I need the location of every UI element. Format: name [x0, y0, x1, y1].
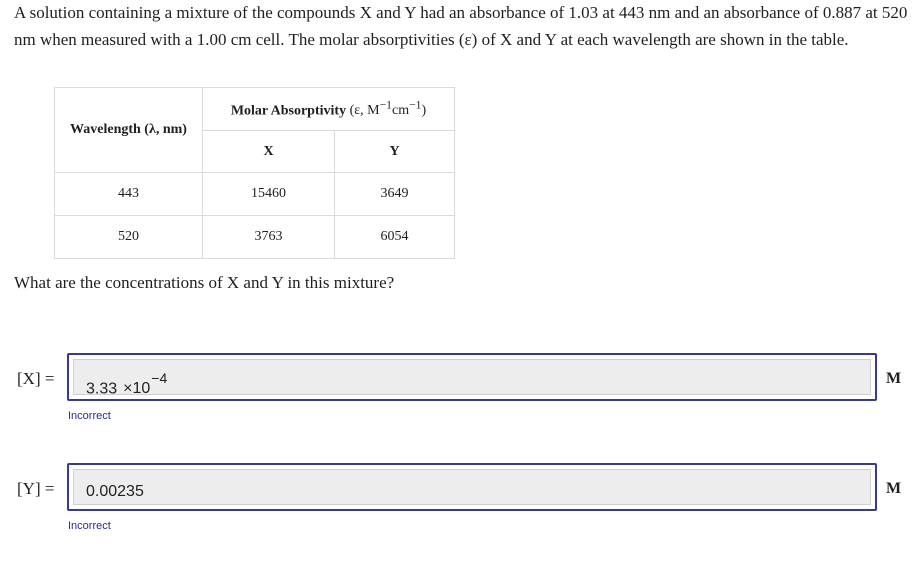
answer-row-x: [0, 353, 922, 422]
absorptivity-header-text: Molar Absorptivity: [230, 103, 347, 119]
y-concentration-label: [Y] =: [17, 479, 55, 498]
question-text: What are the concentrations of X and Y in this mixture?: [14, 273, 395, 292]
y-concentration-field[interactable]: [67, 463, 877, 511]
x-unit-label: M: [886, 370, 902, 387]
y-concentration-value: 0.00235: [86, 483, 144, 500]
answer-row-y: [0, 463, 922, 532]
units-close: ): [421, 103, 427, 119]
y-concentration-input[interactable]: [73, 469, 871, 505]
y-feedback: Incorrect: [68, 520, 111, 532]
x-exponent: −4: [151, 370, 168, 386]
wavelength-cell: 443: [55, 173, 203, 216]
wavelength-cell: 520: [55, 216, 203, 259]
wavelength-header: Wavelength (λ, nm): [55, 88, 203, 173]
absorptivity-header-units: [349, 98, 427, 119]
units-cm: cm: [391, 103, 410, 119]
table-row: [55, 216, 455, 259]
x-concentration-label: [X] =: [17, 369, 55, 388]
units-prefix: (ε, M: [349, 103, 380, 119]
units-exponent-1: −1: [379, 98, 392, 112]
y-absorptivity-cell: 6054: [335, 216, 455, 259]
x-times-ten: ×10: [123, 380, 151, 398]
absorptivity-header: [203, 88, 455, 131]
units-exponent-2: −1: [409, 98, 422, 112]
x-concentration-field[interactable]: [67, 353, 877, 401]
y-absorptivity-cell: 3649: [335, 173, 455, 216]
absorptivity-table: [54, 87, 455, 259]
y-unit-label: M: [886, 480, 902, 497]
table-row: [55, 173, 455, 216]
x-concentration-value: [86, 372, 167, 399]
x-mantissa: 3.33: [86, 380, 118, 398]
problem-statement: A solution containing a mixture of the compounds X and Y had an absorbance of 1.03 at 443 nm and an absorbance of 0.887 at 520 nm when measured with a 1.00 cm cell. The molar absorptivities (ε) of X and Y at each wavelength are shown in the table.: [14, 3, 908, 49]
x-feedback: Incorrect: [68, 410, 111, 422]
column-y-header: Y: [335, 131, 455, 173]
x-absorptivity-cell: 3763: [203, 216, 335, 259]
x-absorptivity-cell: 15460: [203, 173, 335, 216]
x-concentration-input[interactable]: [73, 359, 871, 398]
column-x-header: X: [203, 131, 335, 173]
